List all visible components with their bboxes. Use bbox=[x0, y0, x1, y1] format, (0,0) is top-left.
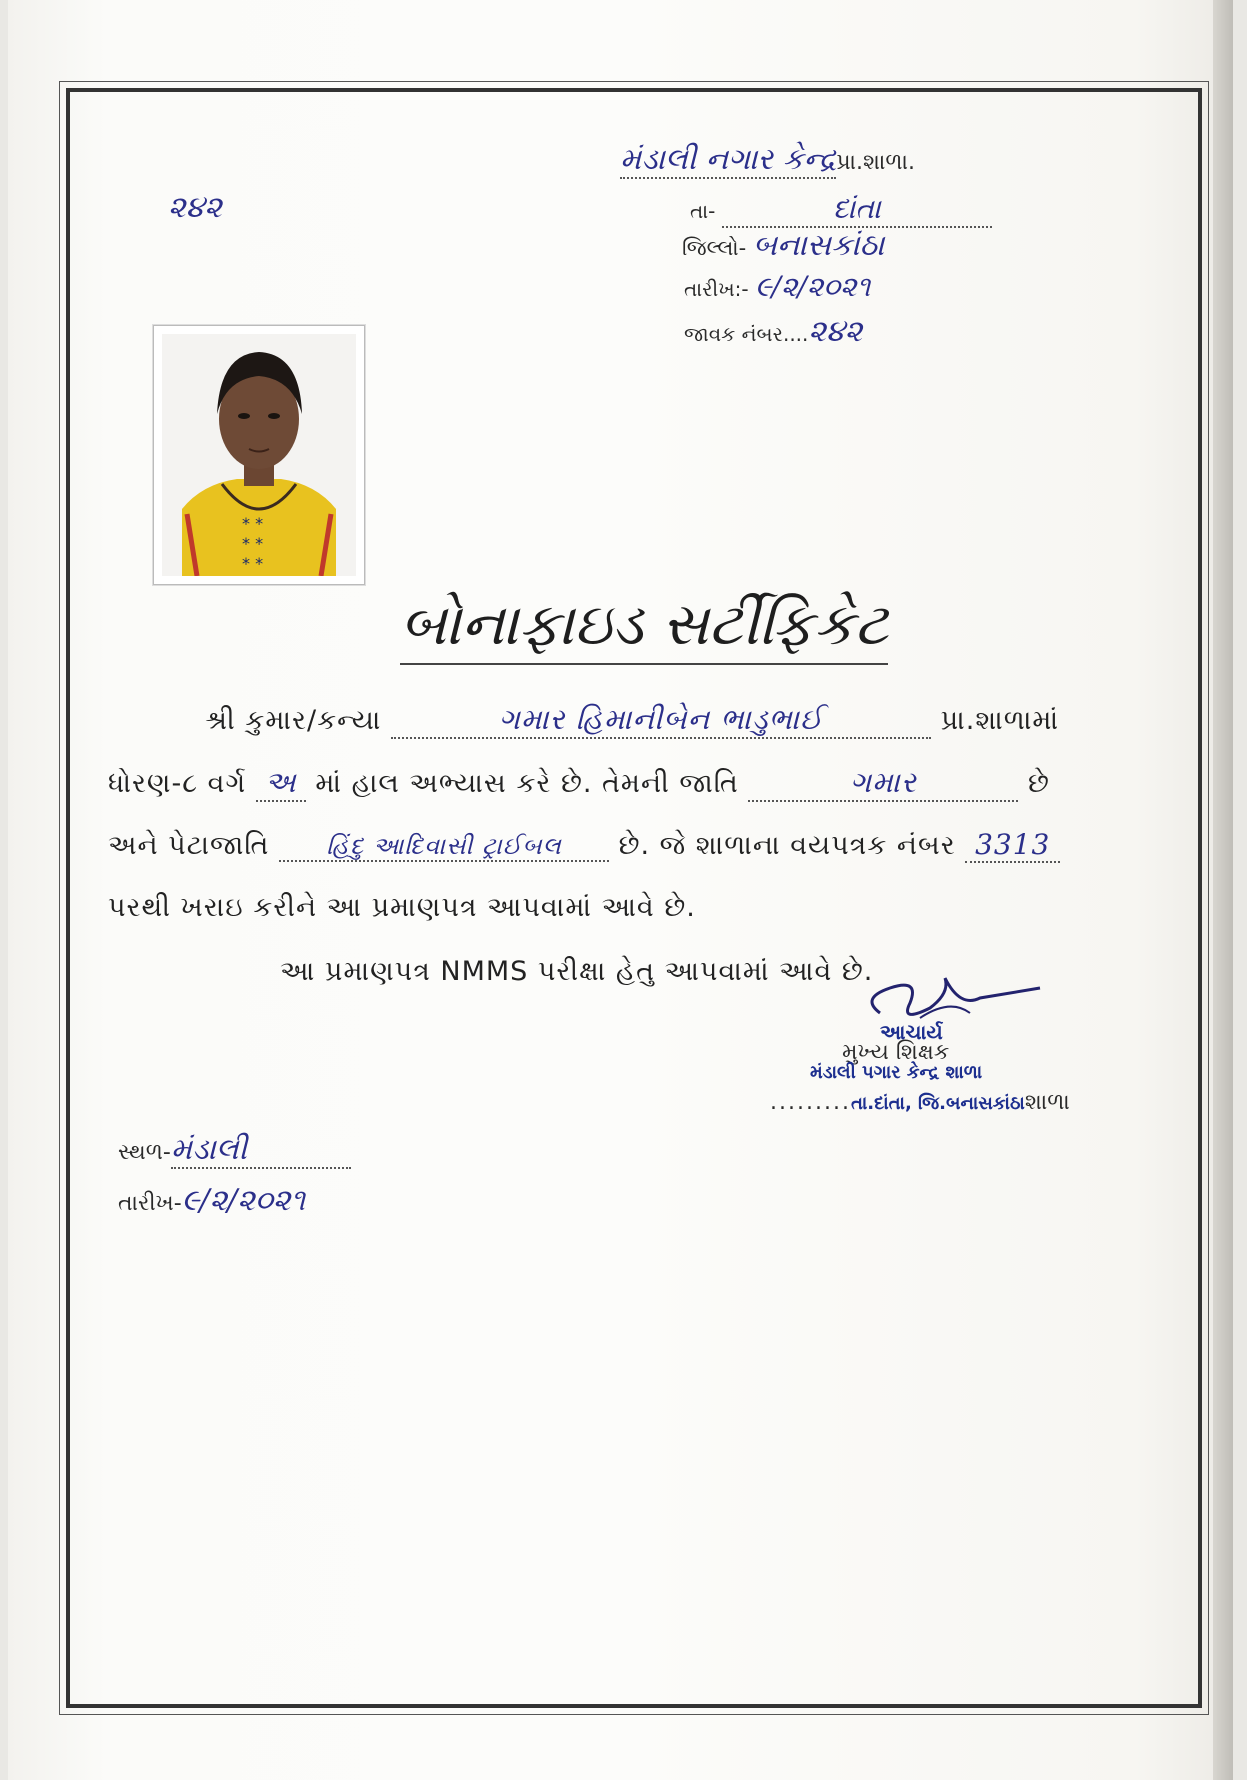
header-date bbox=[684, 270, 870, 304]
place-label: સ્થળ- bbox=[118, 1140, 171, 1165]
body-line-2 bbox=[108, 765, 1050, 802]
signature-school-suffix: શાળા bbox=[1024, 1090, 1070, 1115]
stamp-line-2: મંડાલી પગાર કેન્દ્ર શાળા bbox=[810, 1062, 983, 1083]
header-taluka bbox=[690, 192, 992, 228]
l3-mid: છે. જે શાળાના વયપત્રક નંબર bbox=[618, 830, 956, 861]
signature-role: મુખ્ય શિક્ષક bbox=[842, 1040, 950, 1065]
header-outward bbox=[684, 314, 862, 349]
caste-value: ગમાર bbox=[748, 765, 1018, 802]
l2-suffix: છે bbox=[1027, 768, 1050, 799]
outward-label: જાવક નંબર.... bbox=[684, 322, 809, 346]
body-line-1 bbox=[205, 702, 1059, 739]
l1-suffix: પ્રા.શાળામાં bbox=[940, 705, 1060, 736]
taluka-label: તા- bbox=[690, 199, 716, 223]
margin-number: ૨૪૨ bbox=[168, 190, 222, 225]
taluka-value: દાંતા bbox=[722, 192, 992, 228]
district-label: જિલ્લો- bbox=[682, 236, 747, 260]
signature-school: .........તા.દાંતા, જિ.બનાસકાંઠાશાળા bbox=[770, 1090, 1070, 1115]
header-school bbox=[620, 142, 915, 179]
certificate-title: બોનાફાઇડ સર્ટીફિકેટ bbox=[400, 590, 888, 665]
body-line-5: આ પ્રમાણપત્ર NMMS પરીક્ષા હેતુ આપવામાં આવે છે. bbox=[280, 956, 874, 987]
register-number: 3313 bbox=[965, 828, 1060, 863]
svg-text:* *: * * bbox=[242, 554, 264, 573]
svg-text:* *: * * bbox=[242, 534, 264, 553]
header-district bbox=[682, 228, 884, 263]
footer-date-label: તારીખ- bbox=[118, 1191, 182, 1216]
stamp-line-1: આચાર્ય bbox=[880, 1020, 943, 1044]
class-value: અ bbox=[256, 765, 306, 802]
place-value: મંડાલી bbox=[171, 1132, 351, 1169]
date-value: ૯/૨/૨૦૨૧ bbox=[754, 270, 871, 303]
l3-prefix: અને પેટાજાતિ bbox=[108, 830, 270, 861]
student-photo-illustration bbox=[162, 334, 356, 576]
footer-date bbox=[118, 1183, 305, 1218]
school-suffix: પ્રા.શાળા. bbox=[836, 150, 915, 175]
subcaste-value: હિંદુ આદિવાસી ટ્રાઈબલ bbox=[279, 832, 609, 862]
svg-text:* *: * * bbox=[242, 514, 264, 533]
l2-mid: માં હાલ અભ્યાસ કરે છે. તેમની જાતિ bbox=[315, 768, 739, 799]
l2-prefix: ધોરણ-૮ વર્ગ bbox=[108, 768, 247, 799]
body-line-3 bbox=[108, 828, 1060, 863]
outward-value: ૨૪૨ bbox=[808, 314, 863, 349]
student-photo bbox=[153, 325, 365, 585]
stamp-line-3: તા.દાંતા, જિ.બનાસકાંઠા bbox=[850, 1093, 1025, 1114]
paper-edge bbox=[1213, 0, 1233, 1780]
date-label: તારીખ:- bbox=[684, 277, 749, 301]
footer-place bbox=[118, 1132, 351, 1169]
district-value: બનાસકાંઠા bbox=[752, 228, 885, 263]
body-line-4: પરથી ખરાઇ કરીને આ પ્રમાણપત્ર આપવામાં આવે છે. bbox=[108, 892, 696, 923]
school-name: મંડાલી નગાર કેન્દ્ર bbox=[620, 142, 837, 177]
l1-prefix: શ્રી કુમાર/કન્યા bbox=[205, 705, 382, 736]
student-name: ગમાર હિમાનીબેન ભાડુભાઈ bbox=[391, 702, 931, 739]
footer-date-value: ૯/૨/૨૦૨૧ bbox=[181, 1183, 306, 1218]
